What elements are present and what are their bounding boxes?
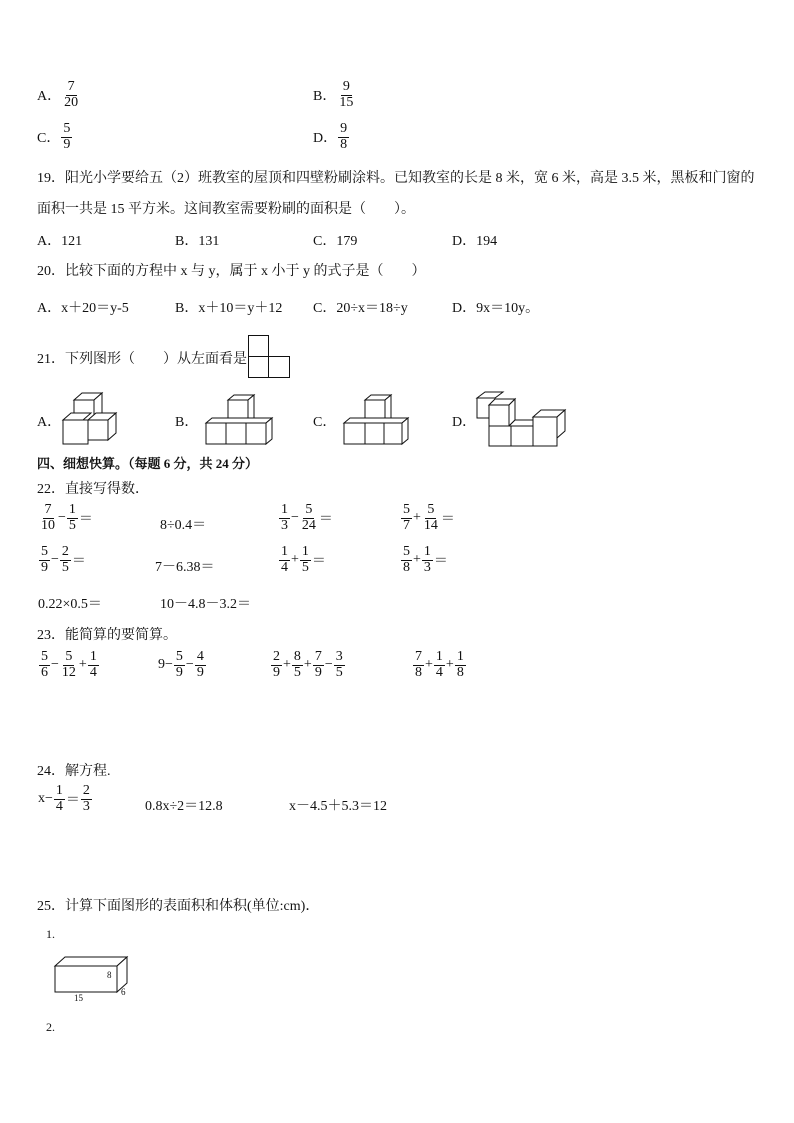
fraction: $\frac{5}{9}$ <box>63 121 71 152</box>
fraction: $\frac{1}{3}$ <box>281 502 288 533</box>
fraction: $\frac{1}{5}$ <box>301 544 309 575</box>
fraction: $\frac{2}{9}$ <box>273 649 280 680</box>
q18-option-a: A． $\frac{7}{20}$ <box>37 79 79 110</box>
q22-stem: 22．直接写得数． <box>37 482 149 497</box>
q20-option-b: B．x＋10＝y＋12 <box>175 301 283 316</box>
fraction: $\frac{5}{14}$ <box>423 502 438 533</box>
q24-equation-2: 0.8x÷2＝12.8 <box>145 799 223 814</box>
dimension-height: 8 <box>107 970 112 980</box>
q25-stem: 25．计算下面图形的表面积和体积(单位:cm)． <box>37 899 320 914</box>
fraction: $\frac{5}{9}$ <box>175 649 183 680</box>
q19-stem-line2: 面积一共是 15 平方米。这间教室需要粉刷的面积是（ ）。 <box>37 202 415 217</box>
fraction: $\frac{5}{6}$ <box>41 649 48 680</box>
q24-equation-3: x－4.5＋5.3＝12 <box>289 799 387 814</box>
fraction: $\frac{1}{4}$ <box>55 783 63 814</box>
fraction: $\frac{7}{8}$ <box>415 649 422 680</box>
q25-item-2: 2. <box>46 1020 55 1034</box>
q20-option-a: A．x＋20＝y-5 <box>37 301 129 316</box>
q19-option-a: A．121 <box>37 234 83 249</box>
q18-option-c: C． $\frac{5}{9}$ <box>37 121 71 152</box>
fraction: $\frac{5}{9}$ <box>41 544 48 575</box>
q21-label-b: B． <box>175 415 199 430</box>
section-heading: 四、细想快算。（每题 6 分，共 24 分） <box>37 456 259 471</box>
dimension-width: 6 <box>121 987 126 997</box>
fraction: $\frac{7}{9}$ <box>314 649 322 680</box>
fraction: $\frac{8}{5}$ <box>293 649 301 680</box>
q20-option-d: D．9x＝10y。 <box>452 301 540 316</box>
fraction: $\frac{2}{5}$ <box>61 544 69 575</box>
q22-expr-g: $\frac{1}{4}$ + $\frac{1}{5}$ ＝ <box>281 544 326 575</box>
fraction: $\frac{1}{4}$ <box>435 649 443 680</box>
q18-option-b: B． $\frac{9}{15}$ <box>313 79 354 110</box>
q19-option-b: B．131 <box>175 234 220 249</box>
q20-stem: 20．比较下面的方程中 x 与 y，属于 x 小于 y 的式子是（ ） <box>37 264 426 279</box>
q23-stem: 23．能简算的要简算。 <box>37 628 177 643</box>
dimension-length: 15 <box>74 993 83 1003</box>
q19-option-d: D．194 <box>452 234 498 249</box>
fraction: $\frac{4}{9}$ <box>196 649 204 680</box>
q22-expr-b: 8÷0.4＝ <box>160 518 207 533</box>
q22-expr-j: 10－4.8－3.2＝ <box>160 597 251 612</box>
q25-item-1: 1. <box>46 927 55 941</box>
q19-option-c: C．179 <box>313 234 358 249</box>
q23-expr-2: 9− $\frac{5}{9}$ − $\frac{4}{9}$ <box>158 649 204 680</box>
q21-stem: 21．下列图形（ ）从左面看是 <box>37 352 247 367</box>
cube-figure-a <box>60 392 120 447</box>
fraction: $\frac{1}{3}$ <box>423 544 431 575</box>
fraction: $\frac{5}{8}$ <box>403 544 410 575</box>
fraction: $\frac{9}{15}$ <box>339 79 354 110</box>
q20-option-c: C．20÷x＝18÷y <box>313 301 408 316</box>
fraction: $\frac{9}{8}$ <box>340 121 348 152</box>
q19-stem-line1: 19．阳光小学要给五（2）班教室的屋顶和四壁粉刷涂料。已知教室的长是 8 米，宽 6 米，高是 3.5 米，黑板和门窗的 <box>37 171 755 186</box>
q22-expr-f: 7－6.38＝ <box>155 560 215 575</box>
fraction: $\frac{1}{8}$ <box>456 649 464 680</box>
q22-expr-e: $\frac{5}{9}$ − $\frac{2}{5}$ ＝ <box>41 544 86 575</box>
q24-stem: 24．解方程. <box>37 764 111 779</box>
cube-figure-c <box>343 394 409 446</box>
q22-expr-a: $\frac{7}{10}$ − $\frac{1}{5}$ ＝ <box>41 502 93 533</box>
q22-expr-d: $\frac{5}{7}$ + $\frac{5}{14}$ ＝ <box>403 502 455 533</box>
q23-expr-3: $\frac{2}{9}$ + $\frac{8}{5}$ + $\frac{7}{9}$ − $\frac{3}{5}$ <box>273 649 343 680</box>
q22-expr-h: $\frac{5}{8}$ + $\frac{1}{3}$ ＝ <box>403 544 448 575</box>
q21-label-a: A． <box>37 415 62 430</box>
fraction: $\frac{1}{5}$ <box>68 502 76 533</box>
fraction: $\frac{5}{24}$ <box>301 502 316 533</box>
fraction: $\frac{7}{10}$ <box>41 502 55 533</box>
fraction: $\frac{7}{20}$ <box>64 79 79 110</box>
fraction: $\frac{1}{4}$ <box>89 649 97 680</box>
fraction: $\frac{2}{3}$ <box>82 783 90 814</box>
q24-equation-1: x− $\frac{1}{4}$ ＝ $\frac{2}{3}$ <box>38 783 90 814</box>
cube-figure-b <box>204 394 274 446</box>
q23-expr-4: $\frac{7}{8}$ + $\frac{1}{4}$ + $\frac{1}{8}$ <box>415 649 464 680</box>
q21-label-c: C． <box>313 415 337 430</box>
fraction: $\frac{5}{12}$ <box>61 649 76 680</box>
q18-option-d: D． $\frac{9}{8}$ <box>313 121 348 152</box>
fraction: $\frac{5}{7}$ <box>403 502 410 533</box>
fraction: $\frac{3}{5}$ <box>335 649 343 680</box>
fraction: $\frac{1}{4}$ <box>281 544 288 575</box>
q23-expr-1: $\frac{5}{6}$ − $\frac{5}{12}$ + $\frac{1}{4}$ <box>41 649 97 680</box>
cuboid-figure <box>50 954 135 1006</box>
q22-expr-i: 0.22×0.5＝ <box>38 597 102 612</box>
left-view-figure <box>248 335 292 379</box>
q22-expr-c: $\frac{1}{3}$ − $\frac{5}{24}$ ＝ <box>281 502 333 533</box>
cube-figure-d <box>475 391 570 449</box>
q21-label-d: D． <box>452 415 477 430</box>
